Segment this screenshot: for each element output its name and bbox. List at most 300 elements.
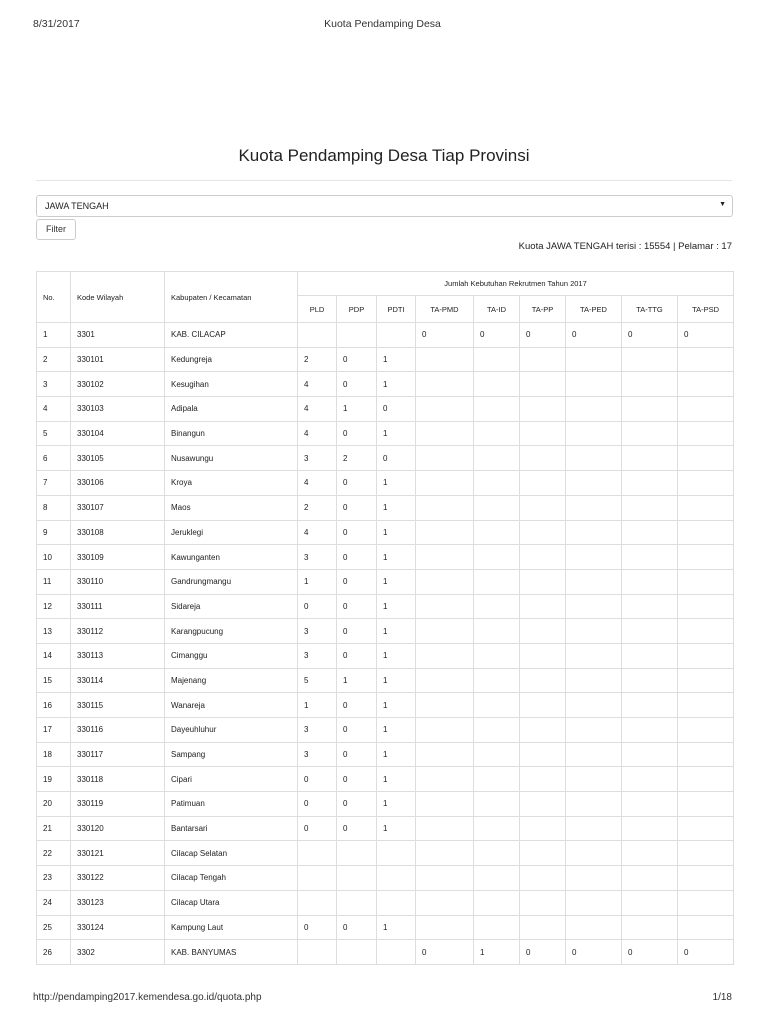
cell-ta-ped — [566, 397, 622, 422]
cell-ta-psd — [678, 816, 734, 841]
header-kode: Kode Wilayah — [71, 272, 165, 323]
cell-ta-pmd — [416, 397, 474, 422]
cell-ta-psd — [678, 915, 734, 940]
cell-ta-psd — [678, 372, 734, 397]
cell-pdp: 0 — [337, 816, 377, 841]
cell-ta-ttg — [622, 767, 678, 792]
cell-ta-ttg — [622, 890, 678, 915]
cell-no: 20 — [37, 792, 71, 817]
cell-pld: 3 — [298, 619, 337, 644]
cell-ta-ttg — [622, 718, 678, 743]
cell-pdti: 1 — [377, 471, 416, 496]
cell-pld — [298, 940, 337, 965]
cell-pld: 0 — [298, 915, 337, 940]
cell-ta-pmd — [416, 569, 474, 594]
cell-ta-ped: 0 — [566, 940, 622, 965]
cell-kode: 330113 — [71, 643, 165, 668]
print-date: 8/31/2017 — [33, 18, 80, 30]
cell-ta-pp — [520, 594, 566, 619]
cell-name: KAB. BANYUMAS — [165, 940, 298, 965]
cell-ta-id — [474, 495, 520, 520]
cell-ta-ped — [566, 619, 622, 644]
cell-ta-pp — [520, 446, 566, 471]
cell-name: Gandrungmangu — [165, 569, 298, 594]
cell-name: Adipala — [165, 397, 298, 422]
cell-pld: 5 — [298, 668, 337, 693]
cell-ta-pp — [520, 890, 566, 915]
cell-ta-id: 1 — [474, 940, 520, 965]
province-select-value: JAWA TENGAH — [45, 201, 109, 211]
cell-no: 3 — [37, 372, 71, 397]
cell-ta-id — [474, 347, 520, 372]
cell-ta-id — [474, 668, 520, 693]
cell-ta-pp — [520, 397, 566, 422]
cell-ta-id — [474, 545, 520, 570]
cell-name: Maos — [165, 495, 298, 520]
cell-name: Karangpucung — [165, 619, 298, 644]
cell-ta-id — [474, 841, 520, 866]
cell-ta-ped — [566, 693, 622, 718]
cell-pdti: 1 — [377, 915, 416, 940]
cell-pdp: 0 — [337, 742, 377, 767]
cell-ta-pmd — [416, 594, 474, 619]
cell-name: Patimuan — [165, 792, 298, 817]
table-row — [37, 372, 734, 397]
cell-no: 15 — [37, 668, 71, 693]
cell-ta-id — [474, 594, 520, 619]
cell-ta-psd — [678, 347, 734, 372]
cell-ta-pmd — [416, 347, 474, 372]
cell-ta-pmd — [416, 693, 474, 718]
cell-ta-ped — [566, 594, 622, 619]
cell-pld: 3 — [298, 742, 337, 767]
cell-name: Wanareja — [165, 693, 298, 718]
cell-pdti: 1 — [377, 347, 416, 372]
cell-pld: 0 — [298, 767, 337, 792]
header-ta-psd: TA-PSD — [678, 296, 734, 323]
cell-ta-id — [474, 718, 520, 743]
cell-no: 17 — [37, 718, 71, 743]
cell-ta-id — [474, 471, 520, 496]
cell-name: Kampung Laut — [165, 915, 298, 940]
cell-pdti: 1 — [377, 372, 416, 397]
cell-ta-ttg — [622, 619, 678, 644]
quota-table — [36, 271, 734, 965]
cell-name: Cilacap Utara — [165, 890, 298, 915]
cell-pdp: 0 — [337, 643, 377, 668]
cell-ta-pp — [520, 742, 566, 767]
cell-ta-pmd: 0 — [416, 323, 474, 348]
cell-ta-ttg — [622, 347, 678, 372]
cell-ta-ped — [566, 792, 622, 817]
cell-kode: 330105 — [71, 446, 165, 471]
table-header-row — [37, 272, 734, 296]
cell-ta-psd — [678, 693, 734, 718]
cell-pdp: 0 — [337, 372, 377, 397]
cell-pdti: 1 — [377, 643, 416, 668]
cell-name: Nusawungu — [165, 446, 298, 471]
cell-no: 22 — [37, 841, 71, 866]
cell-name: Kedungreja — [165, 347, 298, 372]
cell-no: 23 — [37, 866, 71, 891]
cell-ta-ttg — [622, 545, 678, 570]
cell-ta-pp — [520, 372, 566, 397]
province-select[interactable] — [36, 195, 733, 217]
cell-ta-pp — [520, 643, 566, 668]
cell-kode: 330115 — [71, 693, 165, 718]
table-row — [37, 619, 734, 644]
cell-pdti: 1 — [377, 495, 416, 520]
cell-ta-id — [474, 397, 520, 422]
cell-ta-pp — [520, 792, 566, 817]
cell-pld: 4 — [298, 421, 337, 446]
cell-pdp: 0 — [337, 421, 377, 446]
cell-ta-ttg — [622, 643, 678, 668]
cell-pdp: 0 — [337, 718, 377, 743]
header-ta-ttg: TA-TTG — [622, 296, 678, 323]
cell-ta-pp — [520, 718, 566, 743]
header-pld: PLD — [298, 296, 337, 323]
header-pdp: PDP — [337, 296, 377, 323]
cell-kode: 330112 — [71, 619, 165, 644]
cell-pdp: 0 — [337, 619, 377, 644]
cell-pld: 2 — [298, 347, 337, 372]
cell-name: Dayeuhluhur — [165, 718, 298, 743]
cell-ta-ttg — [622, 792, 678, 817]
cell-ta-id — [474, 866, 520, 891]
cell-ta-psd — [678, 841, 734, 866]
cell-pdti — [377, 841, 416, 866]
cell-ta-ped — [566, 495, 622, 520]
page-title: Kuota Pendamping Desa Tiap Provinsi — [238, 146, 530, 165]
cell-name: Binangun — [165, 421, 298, 446]
cell-ta-psd — [678, 397, 734, 422]
cell-ta-pp — [520, 471, 566, 496]
cell-ta-pp — [520, 866, 566, 891]
cell-kode: 330103 — [71, 397, 165, 422]
cell-ta-pmd — [416, 915, 474, 940]
table-body — [37, 323, 734, 965]
cell-no: 14 — [37, 643, 71, 668]
cell-pld: 4 — [298, 471, 337, 496]
table-row — [37, 866, 734, 891]
cell-ta-pp — [520, 569, 566, 594]
cell-ta-ttg: 0 — [622, 323, 678, 348]
cell-ta-psd — [678, 792, 734, 817]
cell-ta-pmd — [416, 718, 474, 743]
table-row — [37, 767, 734, 792]
cell-ta-pp — [520, 619, 566, 644]
cell-kode: 330120 — [71, 816, 165, 841]
print-url: http://pendamping2017.kemendesa.go.id/quota.php — [33, 992, 262, 1003]
cell-pdp: 0 — [337, 569, 377, 594]
cell-pdti: 1 — [377, 545, 416, 570]
cell-ta-pp — [520, 915, 566, 940]
cell-ta-ped — [566, 718, 622, 743]
cell-kode: 3302 — [71, 940, 165, 965]
cell-pld: 1 — [298, 569, 337, 594]
cell-ta-ped — [566, 643, 622, 668]
table-row — [37, 446, 734, 471]
cell-ta-pmd — [416, 520, 474, 545]
cell-kode: 330124 — [71, 915, 165, 940]
cell-ta-id — [474, 915, 520, 940]
filter-button[interactable]: Filter — [36, 219, 76, 240]
cell-ta-ped — [566, 372, 622, 397]
cell-ta-id — [474, 742, 520, 767]
cell-ta-psd — [678, 890, 734, 915]
cell-ta-id — [474, 792, 520, 817]
cell-no: 11 — [37, 569, 71, 594]
cell-ta-psd — [678, 619, 734, 644]
title-divider — [36, 180, 732, 181]
cell-kode: 330122 — [71, 866, 165, 891]
cell-pld: 3 — [298, 446, 337, 471]
cell-ta-ped — [566, 742, 622, 767]
cell-no: 16 — [37, 693, 71, 718]
cell-ta-id — [474, 520, 520, 545]
cell-name: Kesugihan — [165, 372, 298, 397]
cell-pdp — [337, 890, 377, 915]
table-row — [37, 495, 734, 520]
cell-pdti: 1 — [377, 619, 416, 644]
table-row — [37, 643, 734, 668]
cell-no: 5 — [37, 421, 71, 446]
table-row — [37, 520, 734, 545]
cell-name: Majenang — [165, 668, 298, 693]
header-no: No. — [37, 272, 71, 323]
cell-pdp: 0 — [337, 792, 377, 817]
cell-ta-pmd — [416, 495, 474, 520]
cell-kode: 330104 — [71, 421, 165, 446]
table-row — [37, 718, 734, 743]
cell-ta-pmd — [416, 742, 474, 767]
table-row — [37, 841, 734, 866]
cell-ta-pp — [520, 495, 566, 520]
cell-name: Cipari — [165, 767, 298, 792]
cell-pld: 0 — [298, 594, 337, 619]
cell-ta-id — [474, 816, 520, 841]
cell-pdti — [377, 866, 416, 891]
cell-ta-ttg — [622, 841, 678, 866]
cell-pdp: 0 — [337, 495, 377, 520]
cell-pld — [298, 866, 337, 891]
cell-ta-ttg — [622, 372, 678, 397]
cell-pdti: 1 — [377, 693, 416, 718]
cell-pdp: 0 — [337, 520, 377, 545]
cell-pdti: 1 — [377, 569, 416, 594]
cell-pdp: 0 — [337, 767, 377, 792]
cell-pdp: 1 — [337, 668, 377, 693]
cell-no: 4 — [37, 397, 71, 422]
cell-ta-ped: 0 — [566, 323, 622, 348]
table-row — [37, 397, 734, 422]
table-row — [37, 347, 734, 372]
cell-ta-psd — [678, 767, 734, 792]
print-title: Kuota Pendamping Desa — [324, 18, 441, 30]
cell-kode: 330111 — [71, 594, 165, 619]
cell-ta-ttg — [622, 693, 678, 718]
cell-kode: 330102 — [71, 372, 165, 397]
cell-no: 1 — [37, 323, 71, 348]
cell-pld: 3 — [298, 643, 337, 668]
cell-name: Cilacap Tengah — [165, 866, 298, 891]
cell-ta-psd — [678, 718, 734, 743]
cell-ta-pp — [520, 841, 566, 866]
cell-ta-id: 0 — [474, 323, 520, 348]
cell-ta-ped — [566, 446, 622, 471]
cell-ta-ttg — [622, 668, 678, 693]
header-pdti: PDTI — [377, 296, 416, 323]
cell-no: 7 — [37, 471, 71, 496]
cell-name: KAB. CILACAP — [165, 323, 298, 348]
cell-name: Jeruklegi — [165, 520, 298, 545]
cell-pld: 1 — [298, 693, 337, 718]
cell-name: Kawunganten — [165, 545, 298, 570]
cell-ta-pmd — [416, 619, 474, 644]
cell-ta-pp — [520, 545, 566, 570]
cell-ta-pp — [520, 347, 566, 372]
table-row — [37, 668, 734, 693]
cell-pdti: 1 — [377, 520, 416, 545]
cell-ta-ttg — [622, 569, 678, 594]
cell-ta-pmd — [416, 890, 474, 915]
cell-ta-ped — [566, 520, 622, 545]
cell-pld: 4 — [298, 397, 337, 422]
cell-no: 26 — [37, 940, 71, 965]
cell-ta-psd: 0 — [678, 940, 734, 965]
cell-ta-ped — [566, 841, 622, 866]
cell-ta-ttg — [622, 742, 678, 767]
cell-no: 19 — [37, 767, 71, 792]
cell-ta-id — [474, 890, 520, 915]
cell-ta-psd — [678, 421, 734, 446]
table-row — [37, 890, 734, 915]
header-ta-pmd: TA-PMD — [416, 296, 474, 323]
cell-ta-psd — [678, 668, 734, 693]
cell-pdp: 0 — [337, 347, 377, 372]
cell-ta-pp — [520, 421, 566, 446]
cell-name: Sampang — [165, 742, 298, 767]
cell-pld: 3 — [298, 718, 337, 743]
cell-ta-pp: 0 — [520, 323, 566, 348]
cell-ta-ped — [566, 421, 622, 446]
cell-pdp — [337, 323, 377, 348]
cell-ta-id — [474, 569, 520, 594]
cell-name: Kroya — [165, 471, 298, 496]
cell-pdp — [337, 841, 377, 866]
cell-kode: 330116 — [71, 718, 165, 743]
cell-ta-psd — [678, 520, 734, 545]
cell-name: Cimanggu — [165, 643, 298, 668]
cell-name: Sidareja — [165, 594, 298, 619]
cell-pdp: 0 — [337, 693, 377, 718]
cell-ta-ped — [566, 545, 622, 570]
cell-kode: 330110 — [71, 569, 165, 594]
cell-pld: 2 — [298, 495, 337, 520]
cell-ta-ttg — [622, 594, 678, 619]
cell-kode: 330114 — [71, 668, 165, 693]
header-kabupaten: Kabupaten / Kecamatan — [165, 272, 298, 323]
cell-pdp — [337, 866, 377, 891]
cell-kode: 330119 — [71, 792, 165, 817]
cell-ta-pmd — [416, 372, 474, 397]
cell-ta-psd — [678, 495, 734, 520]
cell-pld — [298, 323, 337, 348]
table-row — [37, 421, 734, 446]
cell-kode: 330121 — [71, 841, 165, 866]
page-number: 1/18 — [712, 992, 732, 1003]
cell-pdp: 0 — [337, 471, 377, 496]
cell-kode: 330107 — [71, 495, 165, 520]
cell-pdti — [377, 940, 416, 965]
cell-pdti: 1 — [377, 718, 416, 743]
cell-pdti: 1 — [377, 767, 416, 792]
table-row — [37, 693, 734, 718]
cell-ta-ttg — [622, 866, 678, 891]
cell-no: 25 — [37, 915, 71, 940]
cell-ta-psd: 0 — [678, 323, 734, 348]
cell-ta-id — [474, 446, 520, 471]
cell-ta-psd — [678, 594, 734, 619]
cell-name: Bantarsari — [165, 816, 298, 841]
cell-kode: 330101 — [71, 347, 165, 372]
cell-pdti: 0 — [377, 397, 416, 422]
table-row — [37, 792, 734, 817]
cell-ta-pmd — [416, 446, 474, 471]
caret-down-icon: ▼ — [719, 201, 726, 208]
cell-pld: 3 — [298, 545, 337, 570]
table-row — [37, 594, 734, 619]
cell-ta-pmd — [416, 545, 474, 570]
table-row — [37, 545, 734, 570]
table-row — [37, 471, 734, 496]
cell-kode: 330108 — [71, 520, 165, 545]
header-ta-pp: TA-PP — [520, 296, 566, 323]
cell-ta-ped — [566, 890, 622, 915]
cell-ta-id — [474, 693, 520, 718]
cell-kode: 330123 — [71, 890, 165, 915]
cell-pdti: 0 — [377, 446, 416, 471]
cell-ta-ped — [566, 915, 622, 940]
cell-pdti: 1 — [377, 668, 416, 693]
table-row — [37, 742, 734, 767]
cell-ta-ped — [566, 347, 622, 372]
cell-kode: 330118 — [71, 767, 165, 792]
cell-ta-id — [474, 767, 520, 792]
cell-pdp — [337, 940, 377, 965]
cell-pdti: 1 — [377, 816, 416, 841]
table-row — [37, 323, 734, 348]
cell-ta-pmd — [416, 816, 474, 841]
header-group: Jumlah Kebutuhan Rekrutmen Tahun 2017 — [298, 272, 734, 296]
cell-pdti: 1 — [377, 742, 416, 767]
cell-kode: 330117 — [71, 742, 165, 767]
table-row — [37, 940, 734, 965]
cell-ta-psd — [678, 471, 734, 496]
cell-ta-ped — [566, 866, 622, 891]
cell-ta-ttg — [622, 397, 678, 422]
cell-ta-ttg — [622, 471, 678, 496]
cell-pdti — [377, 323, 416, 348]
cell-pdp: 0 — [337, 915, 377, 940]
cell-ta-psd — [678, 643, 734, 668]
cell-pdti: 1 — [377, 792, 416, 817]
cell-ta-id — [474, 372, 520, 397]
cell-pld: 0 — [298, 792, 337, 817]
cell-ta-ttg — [622, 495, 678, 520]
cell-name: Cilacap Selatan — [165, 841, 298, 866]
